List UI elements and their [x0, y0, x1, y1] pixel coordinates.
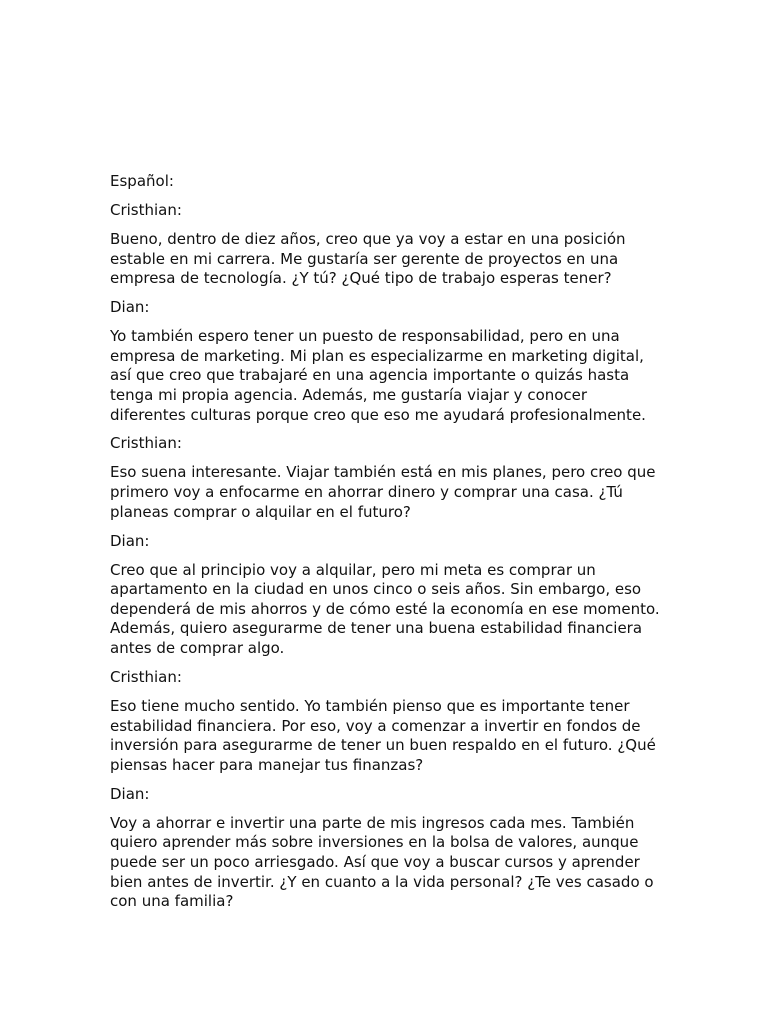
dialogue-paragraph: Bueno, dentro de diez años, creo que ya voy a estar en una posición estable en mi carrera. Me gustaría ser gerente de proyectos en una empresa de tecnología. ¿Y tú? ¿Qué tipo de trabajo esperas tener? [110, 229, 626, 288]
speaker-name: Cristhian: [110, 200, 182, 219]
dialogue-paragraph: Yo también espero tener un puesto de responsabilidad, pero en una empresa de marketing. Mi plan es especializarme en marketing digital, así que creo que trabajaré en una agencia importante o quizás hasta tenga mi propia agencia. Además, me gustaría viajar y conocer diferentes culturas porque creo que eso me ayudará profesionalmente. [110, 327, 646, 424]
speaker-name: Dian: [110, 298, 150, 317]
dialogue-paragraph: Eso tiene mucho sentido. Yo también pienso que es importante tener estabilidad financiera. Por eso, voy a comenzar a invertir en fondos de inversión para asegurarme de tener un buen respaldo en el futuro. ¿Qué piensas hacer para manejar tus finanzas? [110, 696, 656, 774]
speaker-name: Cristhian: [110, 667, 182, 686]
speaker-name: Dian: [110, 784, 150, 803]
dialogue-paragraph: Voy a ahorrar e invertir una parte de mis ingresos cada mes. También quiero aprender más sobre inversiones en la bolsa de valores, aunque puede ser un poco arriesgado. Así que voy a buscar cursos y aprender bien antes de invertir. ¿Y en cuanto a la vida personal? ¿Te ves casado o con una familia? [110, 813, 654, 911]
document-body [110, 172, 662, 921]
document-heading: Español: [110, 172, 174, 190]
dialogue-paragraph: Creo que al principio voy a alquilar, pero mi meta es comprar un apartamento en la ciudad en unos cinco o seis años. Sin embargo, eso dependerá de mis ahorros y de cómo esté la economía en ese momento. Además, quiero asegurarme de tener una buena estabilidad financiera antes de comprar algo. [110, 560, 660, 657]
dialogue-paragraph: Eso suena interesante. Viajar también está en mis planes, pero creo que primero voy a enfocarme en ahorrar dinero y comprar una casa. ¿Tú planeas comprar o alquilar en el futuro? [110, 463, 656, 521]
speaker-name: Dian: [110, 531, 150, 550]
speaker-name: Cristhian: [110, 434, 182, 453]
